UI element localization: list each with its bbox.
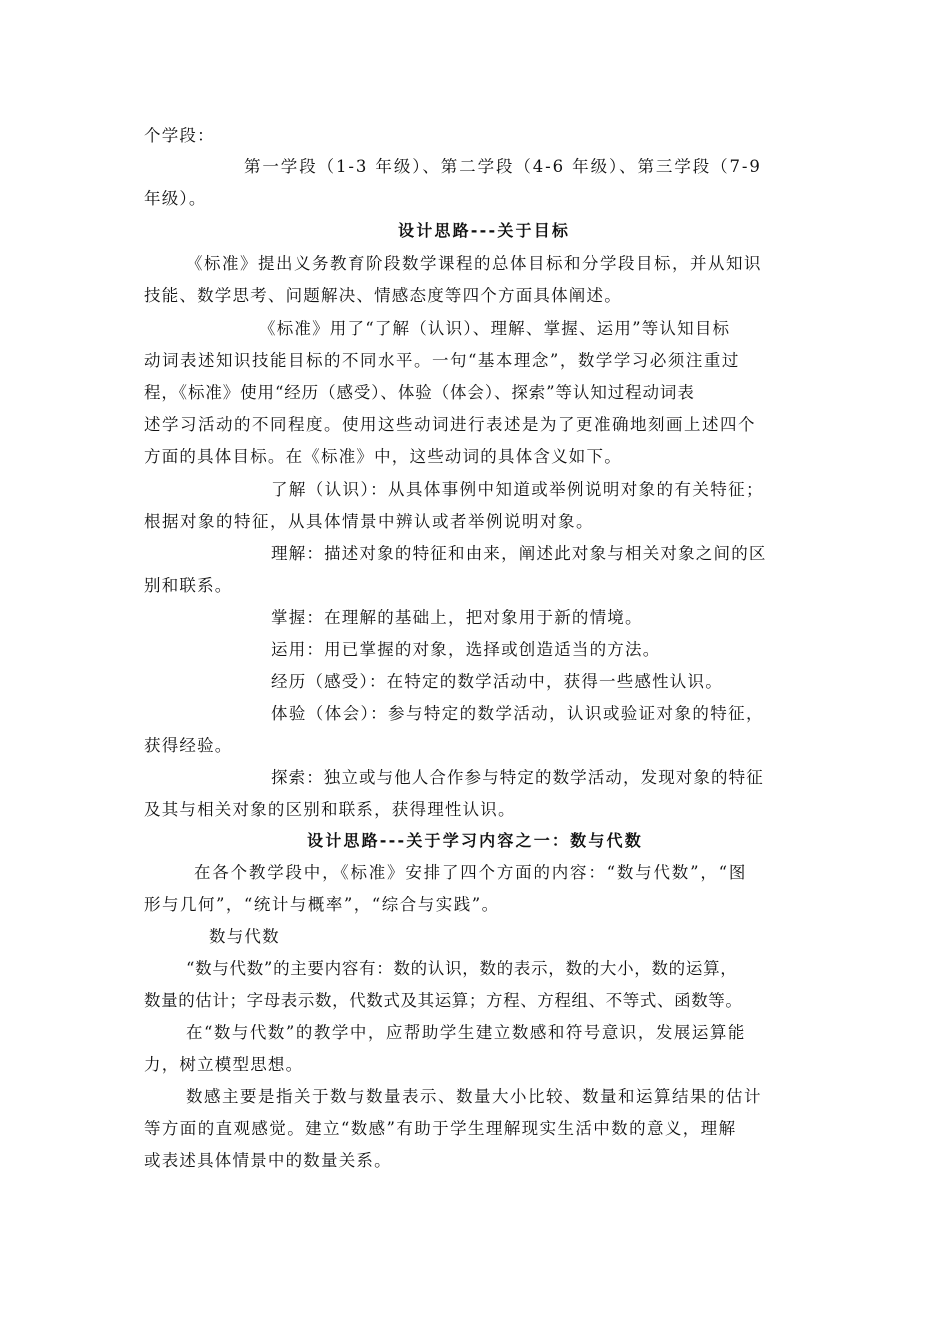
text-line: “数与代数”的主要内容有：数的认识，数的表示，数的大小，数的运算，: [186, 959, 738, 978]
section-heading: 设计思路---关于目标: [398, 221, 571, 240]
text-line: 运用：用已掌握的对象，选择或创造适当的方法。: [271, 640, 661, 659]
text-line: 述学习活动的不同程度。使用这些动词进行表述是为了更准确地刻画上述四个: [144, 415, 756, 434]
text-line: 方面的具体目标。在《标准》中，这些动词的具体含义如下。: [144, 447, 622, 466]
text-line: 别和联系。: [144, 576, 233, 595]
text-line: 年级）。: [144, 189, 207, 208]
text-line: 获得经验。: [144, 736, 233, 755]
text-line: 等方面的直观感觉。建立“数感”有助于学生理解现实生活中数的意义，理解: [144, 1119, 737, 1138]
text-line: 数与代数: [209, 927, 280, 946]
text-line: 了解（认识）：从具体事例中知道或举例说明对象的有关特征；: [271, 480, 764, 499]
text-line: 或表述具体情景中的数量关系。: [144, 1151, 392, 1170]
text-line: 力，树立模型思想。: [144, 1055, 304, 1074]
section-heading: 设计思路---关于学习内容之一：数与代数: [307, 831, 643, 850]
text-line: 体验（体会）：参与特定的数学活动，认识或验证对象的特征，: [271, 704, 764, 723]
text-line: 动词表述知识技能目标的不同水平。一句“基本理念”，数学学习必须注重过: [144, 351, 740, 370]
text-line: 在各个教学段中，《标准》安排了四个方面的内容：“数与代数”，“图: [194, 863, 748, 882]
text-line: 根据对象的特征，从具体情景中辨认或者举例说明对象。: [144, 512, 594, 531]
text-line: 形与几何”，“统计与概率”，“综合与实践”。: [144, 895, 500, 914]
text-line: 《标准》用了“了解（认识）、理解、掌握、运用”等认知目标: [259, 319, 731, 338]
text-line: 数感主要是指关于数与数量表示、数量大小比较、数量和运算结果的估计: [186, 1087, 762, 1106]
text-line: 数量的估计；字母表示数，代数式及其运算；方程、方程组、不等式、函数等。: [144, 991, 743, 1010]
text-line: 及其与相关对象的区别和联系，获得理性认识。: [144, 800, 516, 819]
text-line: 个学段：: [144, 126, 215, 145]
text-line: 技能、数学思考、问题解决、情感态度等四个方面具体阐述。: [144, 286, 622, 305]
text-line: 掌握：在理解的基础上，把对象用于新的情境。: [271, 608, 643, 627]
text-line: 经历（感受）：在特定的数学活动中，获得一些感性认识。: [271, 672, 723, 691]
text-line: 第一学段（1-3 年级）、第二学段（4-6 年级）、第三学段（7-9: [244, 157, 762, 176]
text-line: 《标准》提出义务教育阶段数学课程的总体目标和分学段目标，并从知识: [186, 254, 762, 273]
text-line: 程，《标准》使用“经历（感受）、体验（体会）、探索”等认知过程动词表: [144, 383, 695, 402]
text-line: 探索：独立或与他人合作参与特定的数学活动，发现对象的特征: [271, 768, 764, 787]
text-line: 在“数与代数”的教学中，应帮助学生建立数感和符号意识，发展运算能: [186, 1023, 746, 1042]
text-line: 理解：描述对象的特征和由来，阐述此对象与相关对象之间的区: [271, 544, 767, 563]
